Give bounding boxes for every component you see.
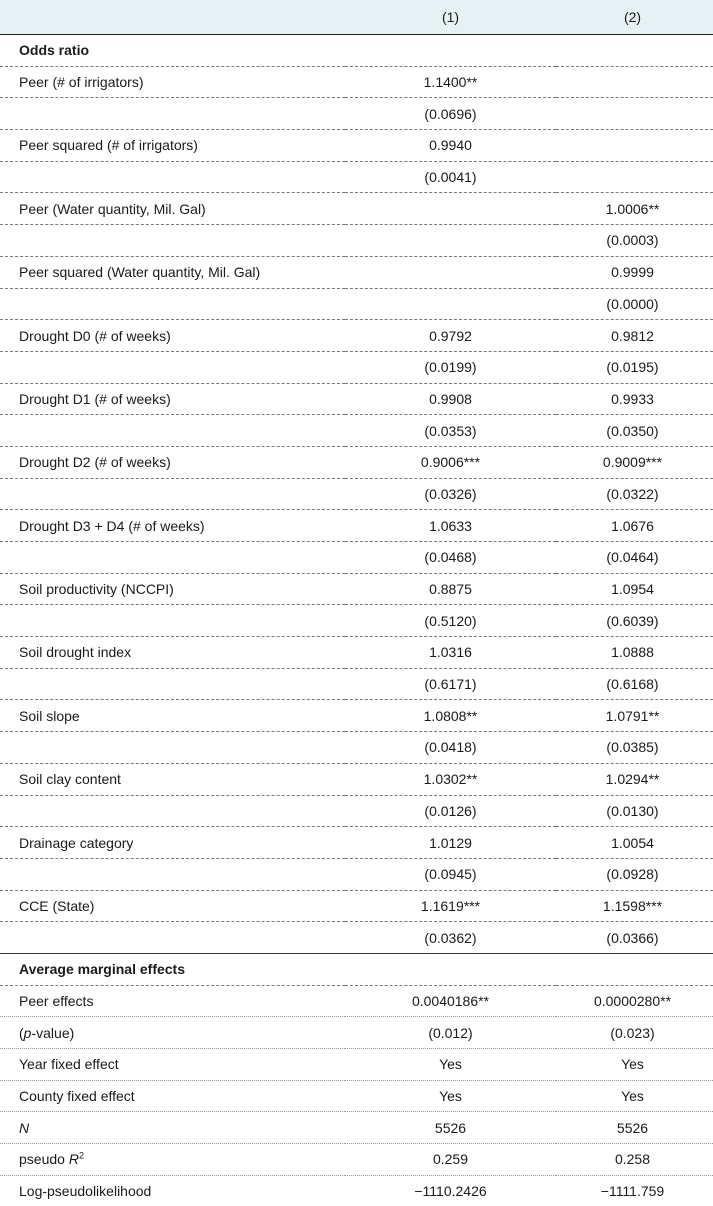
value-col-1: (0.012) xyxy=(345,1017,556,1049)
value-col-1: Yes xyxy=(345,1049,556,1081)
value-col-1: (0.0326) xyxy=(345,478,556,510)
value-col-1: 1.0129 xyxy=(345,827,556,859)
label-italic: N xyxy=(19,1119,30,1136)
value-col-2: (0.0464) xyxy=(556,542,713,574)
row-label: Soil clay content xyxy=(0,763,345,795)
value-col-1: (0.0362) xyxy=(345,922,556,954)
value-col-2: 1.1598*** xyxy=(556,890,713,922)
value-col-1: (0.0126) xyxy=(345,795,556,827)
row-label: Drought D0 (# of weeks) xyxy=(0,320,345,352)
value-col-2 xyxy=(556,130,713,162)
row-label xyxy=(0,225,345,257)
value-col-1: 0.9908 xyxy=(345,383,556,415)
label-italic: p xyxy=(23,1024,32,1041)
value-col-1 xyxy=(345,288,556,320)
value-col-2: 1.0888 xyxy=(556,637,713,669)
row-label: Soil productivity (NCCPI) xyxy=(0,573,345,605)
row-label: Drainage category xyxy=(0,827,345,859)
table-row xyxy=(0,637,713,669)
value-col-2 xyxy=(556,66,713,98)
label-prefix: ( xyxy=(19,1024,24,1041)
value-col-2: (0.0322) xyxy=(556,478,713,510)
value-col-2: (0.0000) xyxy=(556,288,713,320)
header-label-cell xyxy=(0,0,345,35)
table-row xyxy=(0,130,713,162)
row-label: CCE (State) xyxy=(0,890,345,922)
value-col-2: (0.0385) xyxy=(556,732,713,764)
value-col-2: 1.0054 xyxy=(556,827,713,859)
row-label: Drought D3 + D4 (# of weeks) xyxy=(0,510,345,542)
row-label: Drought D2 (# of weeks) xyxy=(0,446,345,478)
row-label xyxy=(0,542,345,574)
value-col-1: 1.1619*** xyxy=(345,890,556,922)
section-title: Odds ratio xyxy=(0,35,713,67)
value-col-2: 0.9999 xyxy=(556,256,713,288)
table-row xyxy=(0,858,713,890)
table-row xyxy=(0,985,713,1017)
table-row xyxy=(0,193,713,225)
value-col-2: 0.9009*** xyxy=(556,446,713,478)
table-row xyxy=(0,1049,713,1081)
value-col-1: 1.0808** xyxy=(345,700,556,732)
value-col-2 xyxy=(556,98,713,130)
table-row xyxy=(0,542,713,574)
value-col-2: Yes xyxy=(556,1049,713,1081)
table-row xyxy=(0,161,713,193)
table-row xyxy=(0,383,713,415)
value-col-1: 1.1400** xyxy=(345,66,556,98)
value-col-2: (0.0350) xyxy=(556,415,713,447)
header-row xyxy=(0,0,713,35)
row-label: Log-pseudolikelihood xyxy=(19,1183,152,1200)
value-col-1: (0.5120) xyxy=(345,605,556,637)
row-label: Drought D1 (# of weeks) xyxy=(0,383,345,415)
row-label xyxy=(0,922,345,954)
table-row xyxy=(0,351,713,383)
section-title: Average marginal effects xyxy=(0,953,713,985)
value-col-2: (0.6039) xyxy=(556,605,713,637)
value-col-1: 0.9006*** xyxy=(345,446,556,478)
row-label xyxy=(0,858,345,890)
row-label xyxy=(0,1112,345,1144)
value-col-2: 5526 xyxy=(556,1112,713,1144)
table-row xyxy=(0,288,713,320)
value-col-1: (0.6171) xyxy=(345,668,556,700)
value-col-2: (0.023) xyxy=(556,1017,713,1049)
value-col-1 xyxy=(345,256,556,288)
row-label xyxy=(0,98,345,130)
table-row xyxy=(0,795,713,827)
row-label: Year fixed effect xyxy=(0,1049,345,1081)
value-col-2: 1.0791** xyxy=(556,700,713,732)
value-col-1: (0.0468) xyxy=(345,542,556,574)
table-row xyxy=(0,66,713,98)
value-col-2: (0.0928) xyxy=(556,858,713,890)
row-label xyxy=(0,1017,345,1049)
value-col-2: (0.6168) xyxy=(556,668,713,700)
table-row xyxy=(0,668,713,700)
value-col-2: 0.258 xyxy=(556,1144,713,1176)
row-label xyxy=(0,478,345,510)
table-row xyxy=(0,605,713,637)
value-col-2: (0.0366) xyxy=(556,922,713,954)
value-col-1: (0.0696) xyxy=(345,98,556,130)
section-row-marginal-effects xyxy=(0,953,713,985)
value-col-2: (0.0195) xyxy=(556,351,713,383)
value-col-2: 1.0006** xyxy=(556,193,713,225)
value-col-2: (0.0130) xyxy=(556,795,713,827)
table-row xyxy=(0,1112,713,1144)
table-row xyxy=(0,510,713,542)
value-col-1: 5526 xyxy=(345,1112,556,1144)
value-col-1: (0.0353) xyxy=(345,415,556,447)
row-label xyxy=(0,161,345,193)
row-label xyxy=(0,415,345,447)
value-col-1: 0.8875 xyxy=(345,573,556,605)
table-row xyxy=(0,98,713,130)
table-row xyxy=(0,1017,713,1049)
table-row xyxy=(0,1144,713,1176)
table-row xyxy=(0,225,713,257)
header-col-2: (2) xyxy=(556,0,713,35)
table-row xyxy=(0,1175,713,1206)
value-col-1: 0.9940 xyxy=(345,130,556,162)
row-label: Peer (# of irrigators) xyxy=(0,66,345,98)
value-col-2: 1.0954 xyxy=(556,573,713,605)
section-row-odds-ratio xyxy=(0,35,713,67)
table-row xyxy=(0,827,713,859)
table-row xyxy=(0,732,713,764)
row-label xyxy=(0,732,345,764)
table-row xyxy=(0,478,713,510)
row-label: Peer (Water quantity, Mil. Gal) xyxy=(0,193,345,225)
table-row xyxy=(0,922,713,954)
row-label: Peer squared (Water quantity, Mil. Gal) xyxy=(0,256,345,288)
value-col-1: (0.0945) xyxy=(345,858,556,890)
table-row xyxy=(0,890,713,922)
table-row xyxy=(0,1080,713,1112)
table-row xyxy=(0,763,713,795)
value-col-2: 0.0000280** xyxy=(556,985,713,1017)
row-label xyxy=(0,795,345,827)
value-col-1: (0.0418) xyxy=(345,732,556,764)
row-label: Soil drought index xyxy=(0,637,345,669)
row-label xyxy=(0,351,345,383)
value-col-2: −1111.759 xyxy=(600,1183,665,1200)
value-col-2: 0.9933 xyxy=(556,383,713,415)
label-italic: R xyxy=(68,1151,79,1168)
table-row xyxy=(0,573,713,605)
value-col-1 xyxy=(345,225,556,257)
value-col-2: Yes xyxy=(556,1080,713,1112)
row-label xyxy=(0,605,345,637)
value-col-2: 0.9812 xyxy=(556,320,713,352)
label-suffix: -value) xyxy=(31,1024,75,1041)
value-col-1: (0.0041) xyxy=(345,161,556,193)
row-label: Soil slope xyxy=(0,700,345,732)
row-label xyxy=(0,288,345,320)
value-col-2: 1.0676 xyxy=(556,510,713,542)
row-label xyxy=(0,1144,345,1176)
value-col-1: −1110.2426 xyxy=(414,1183,487,1200)
value-col-2: 1.0294** xyxy=(556,763,713,795)
table-row xyxy=(0,446,713,478)
value-col-1: 1.0302** xyxy=(345,763,556,795)
value-col-1: 0.9792 xyxy=(345,320,556,352)
label-prefix: pseudo xyxy=(19,1151,69,1168)
table-row xyxy=(0,415,713,447)
value-col-1: (0.0199) xyxy=(345,351,556,383)
header-col-1: (1) xyxy=(345,0,556,35)
table-row xyxy=(0,700,713,732)
row-label: Peer effects xyxy=(0,985,345,1017)
value-col-1: 0.0040186** xyxy=(345,985,556,1017)
row-label: County fixed effect xyxy=(0,1080,345,1112)
value-col-1: 1.0316 xyxy=(345,637,556,669)
row-label xyxy=(0,668,345,700)
value-col-2 xyxy=(556,161,713,193)
label-superscript: 2 xyxy=(78,1150,84,1161)
value-col-1 xyxy=(345,193,556,225)
value-col-2: (0.0003) xyxy=(556,225,713,257)
table-row xyxy=(0,320,713,352)
row-label: Peer squared (# of irrigators) xyxy=(0,130,345,162)
value-col-1: 1.0633 xyxy=(345,510,556,542)
table-row xyxy=(0,256,713,288)
value-col-1: 0.259 xyxy=(345,1144,556,1176)
value-col-1: Yes xyxy=(345,1080,556,1112)
